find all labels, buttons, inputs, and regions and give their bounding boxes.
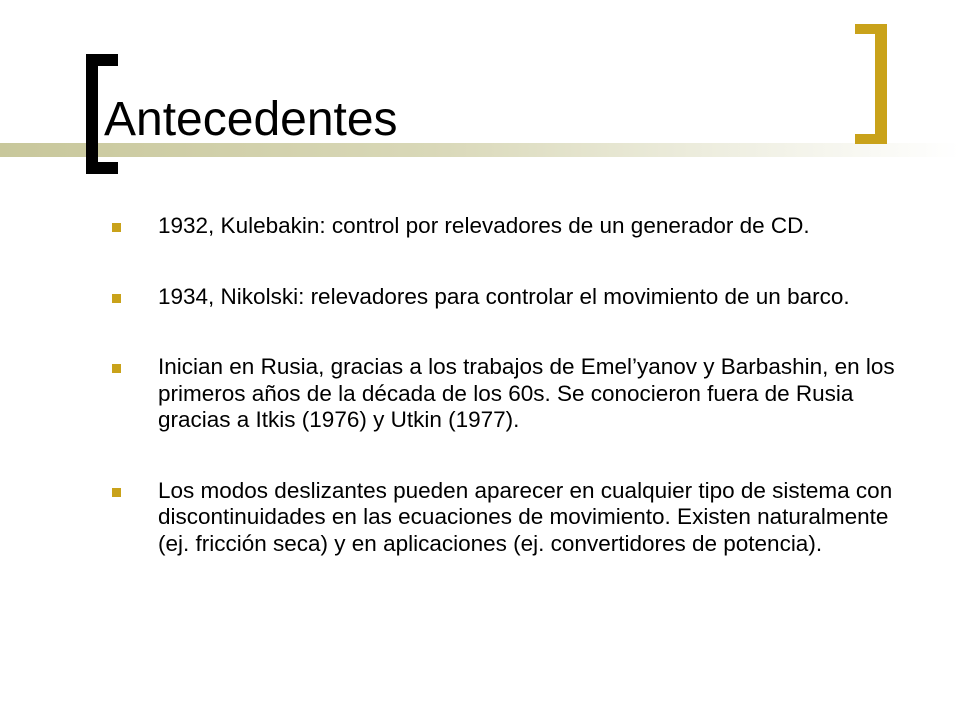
bullet-text: Inician en Rusia, gracias a los trabajos de Emel’yanov y Barbashin, en los primeros años de la década de los 60s. Se conocieron fuera de Rusia gracias a Itkis (1976) y Utkin (1977). (158, 354, 895, 432)
bullet-text: 1934, Nikolski: relevadores para controlar el movimiento de un barco. (158, 283, 850, 309)
bullet-item (112, 284, 902, 311)
bullet-item (112, 354, 902, 434)
right-bracket-top (855, 24, 887, 34)
left-bracket-bottom (86, 162, 118, 174)
bullet-text: 1932, Kulebakin: control por relevadores de un generador de CD. (158, 213, 810, 238)
left-bracket-bar (86, 54, 98, 174)
left-bracket-top (86, 54, 118, 66)
right-bracket-bar (875, 24, 887, 144)
bullet-item (112, 478, 902, 558)
square-bullet-icon (112, 488, 121, 497)
bullet-item (112, 213, 902, 240)
square-bullet-icon (112, 364, 121, 373)
bullet-list (112, 213, 902, 601)
right-bracket-bottom (855, 134, 887, 144)
slide-title: Antecedentes (104, 93, 398, 146)
bullet-text: Los modos deslizantes pueden aparecer en cualquier tipo de sistema con discontinuidades en las ecuaciones de movimiento. Existen naturalmente (ej. fricción seca) y en aplicaciones (ej. convertidores de potencia). (158, 477, 893, 556)
square-bullet-icon (112, 223, 121, 232)
square-bullet-icon (112, 294, 121, 303)
